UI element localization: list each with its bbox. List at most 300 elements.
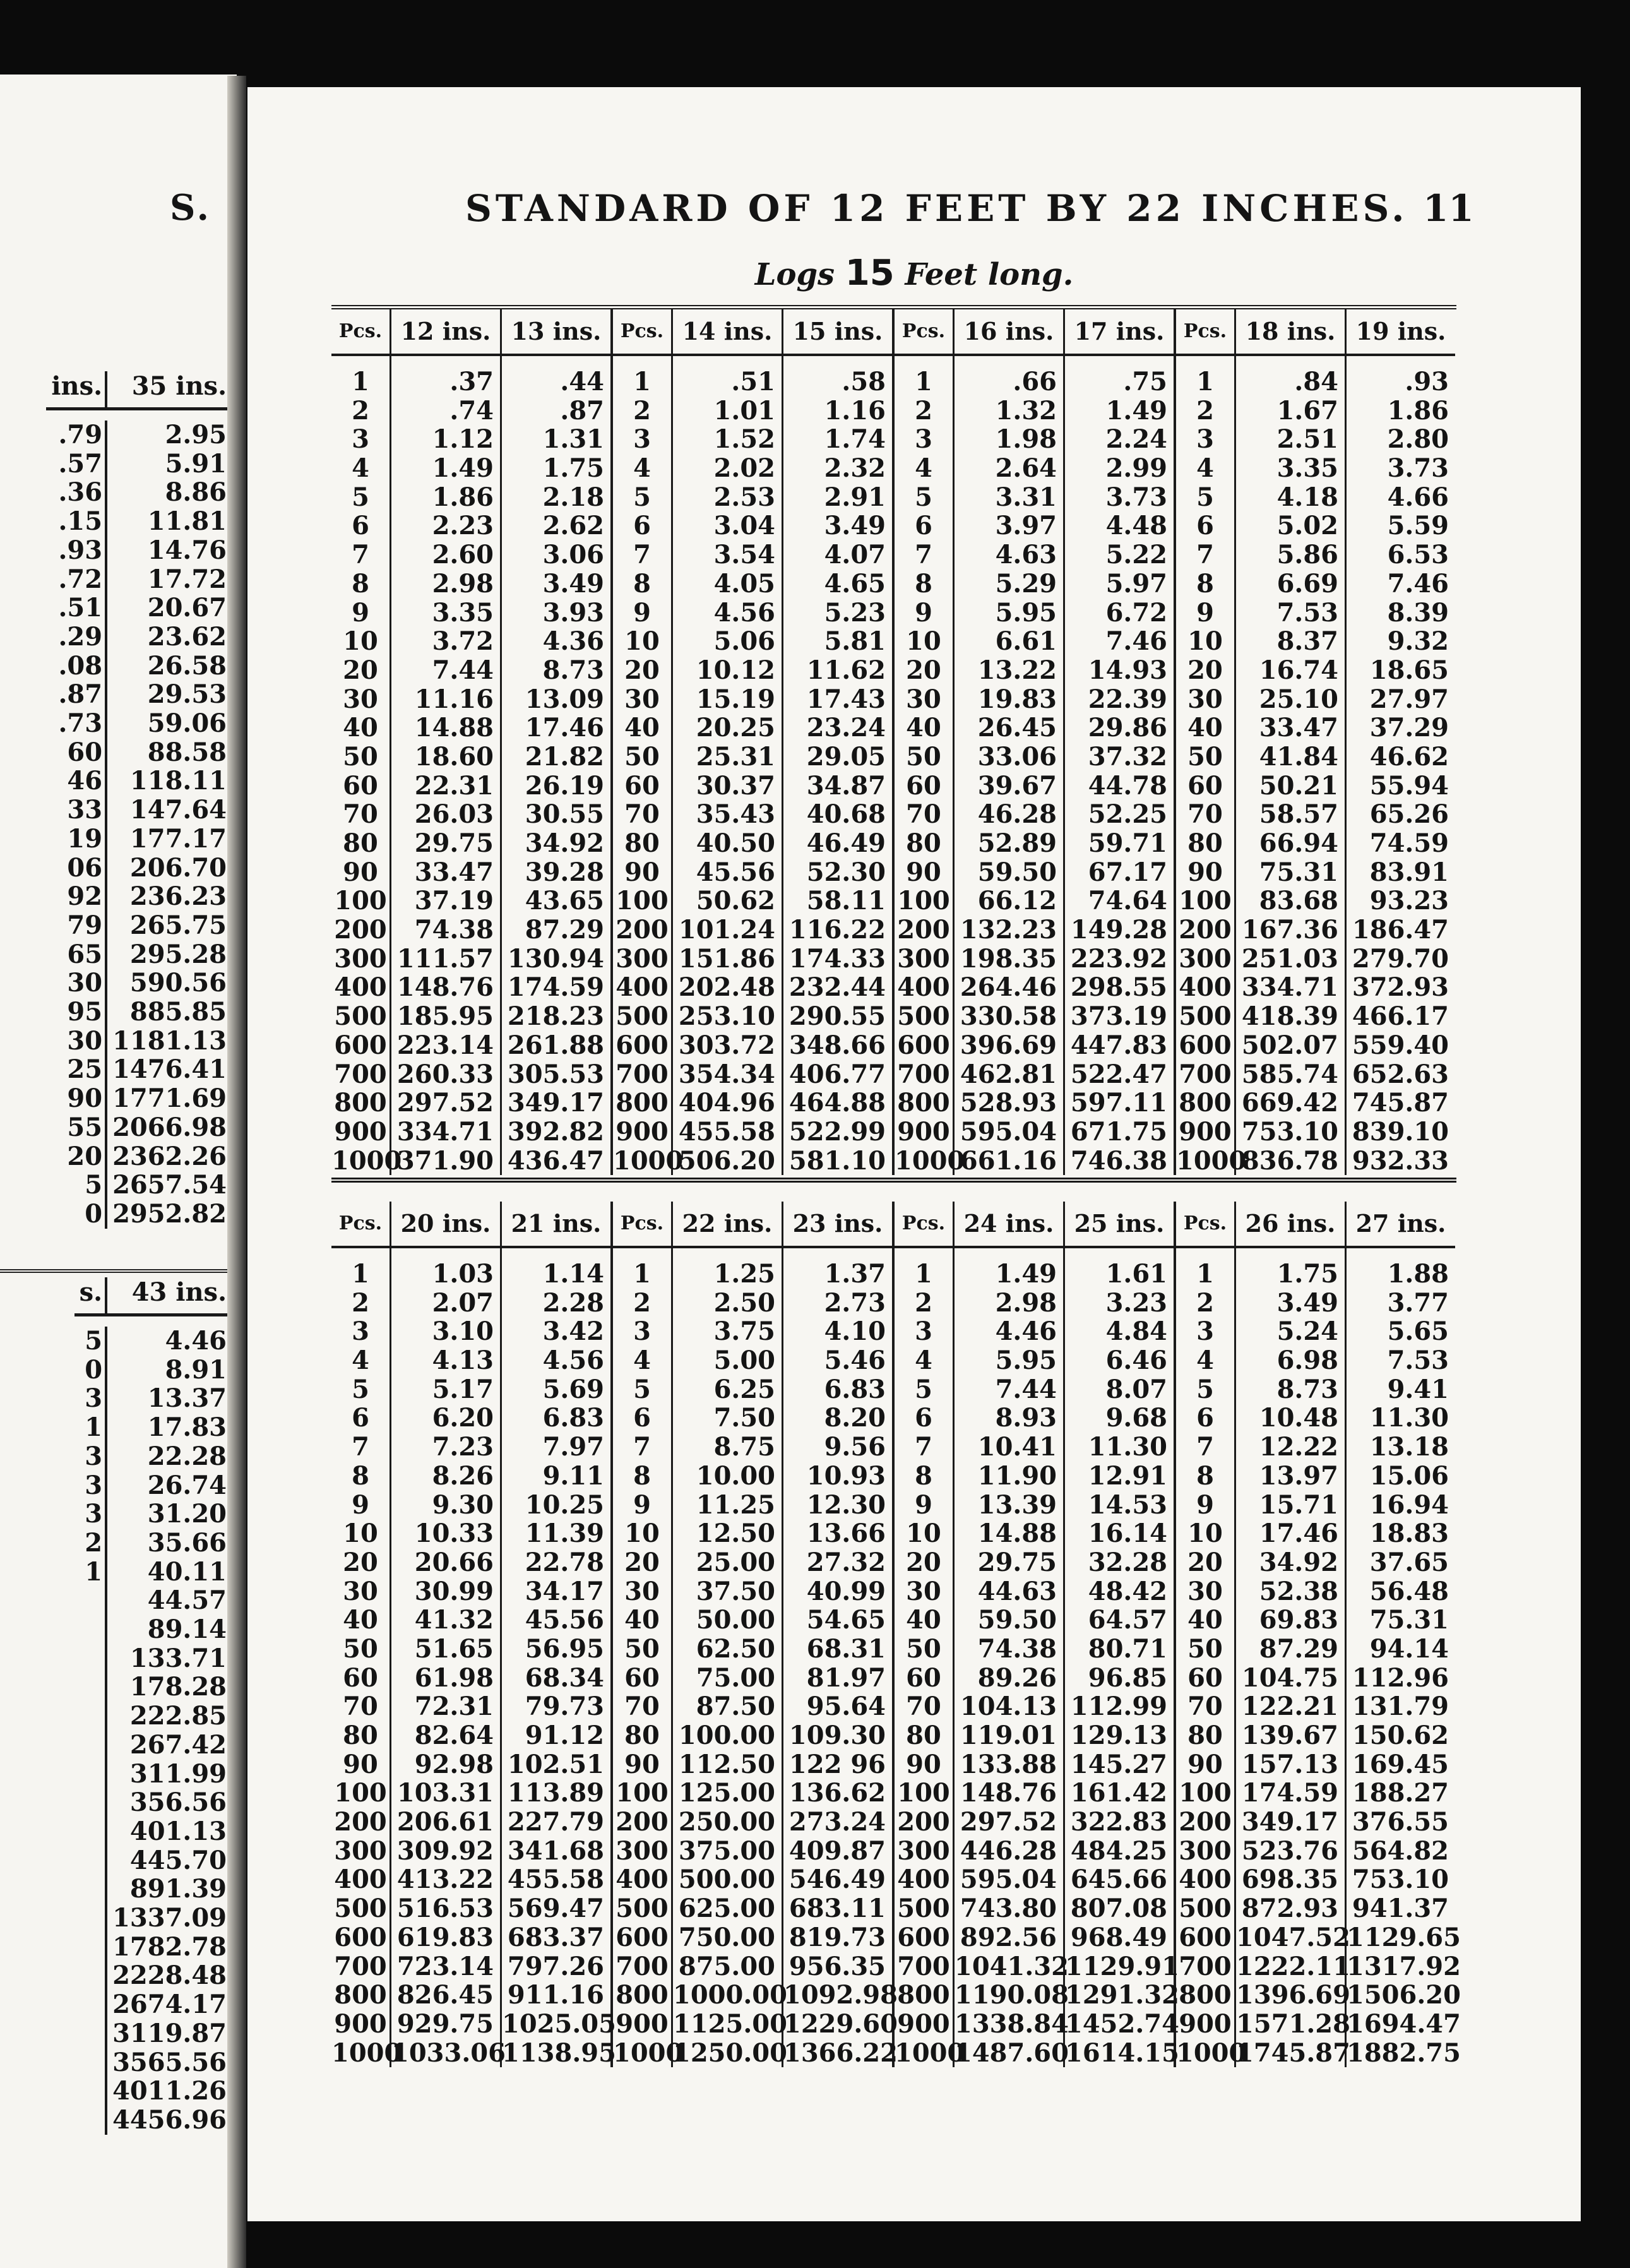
pieces-cell: 8 [633, 568, 651, 599]
value-cell: 157.13 [1241, 1749, 1338, 1779]
value-cell: 83.91 [1369, 857, 1449, 887]
value-cell: 683.37 [507, 1922, 604, 1952]
width-header: 14 ins. [673, 309, 782, 356]
value-cell: 74.59 [1369, 828, 1449, 858]
left-page [0, 75, 237, 2268]
value-cell: 151.86 [678, 943, 775, 974]
pieces-cell: 1 [352, 1259, 369, 1289]
value-cell: 2.98 [995, 1287, 1057, 1318]
value-cell: 1000.00 [673, 1980, 787, 2010]
pieces-cell: 9 [1196, 597, 1214, 628]
value-cell: 12.30 [806, 1489, 886, 1520]
value-cell: 1452.74 [1065, 2008, 1179, 2039]
pieces-cell: 6 [915, 1403, 932, 1433]
width-cells [502, 356, 610, 1175]
pieces-cell: 800 [897, 1980, 950, 2010]
partial-cell [74, 1760, 106, 1789]
table-row [46, 882, 229, 911]
value-cell: 1.14 [542, 1259, 604, 1289]
value-cell: 396.69 [960, 1030, 1057, 1060]
pieces-header: Pcs. [895, 309, 953, 356]
value-cell: 1229.60 [783, 2008, 898, 2039]
pieces-cell: 30 [343, 1576, 378, 1606]
column-group [1176, 309, 1455, 1175]
value-cell: 334.71 [396, 1116, 494, 1147]
table-row [74, 1442, 229, 1471]
pieces-cell: 20 [624, 1547, 660, 1577]
value-cell: 48.42 [1088, 1576, 1167, 1606]
value-cell: 34.87 [806, 770, 886, 801]
subtitle-length: 15 [845, 253, 895, 294]
value-cell: 30.55 [525, 799, 604, 830]
partial-cell [74, 1933, 106, 1962]
pieces-cell: 200 [616, 1807, 669, 1837]
value-cell: 44.57 [147, 1585, 227, 1616]
pieces-cell: 100 [897, 1778, 950, 1808]
pieces-cell: 500 [897, 1001, 950, 1032]
value-cell: 1.25 [713, 1259, 775, 1289]
partial-cell [74, 1731, 106, 1760]
pieces-cell: 10 [906, 626, 941, 657]
pieces-cell: 1000 [331, 1145, 402, 1176]
value-cell: 112.99 [1070, 1692, 1167, 1722]
pieces-cell: 30 [906, 684, 941, 714]
value-cell: 500.00 [678, 1865, 775, 1895]
pieces-cell: 3 [352, 1316, 369, 1347]
pieces-cell: 80 [1187, 828, 1223, 858]
value-cell: 74.64 [1088, 886, 1167, 916]
pieces-cell: 3 [1196, 1316, 1214, 1347]
value-cell: 522.99 [788, 1116, 886, 1147]
value-cell: 436.47 [507, 1145, 604, 1176]
value-cell: 3.77 [1387, 1287, 1449, 1318]
value-cell: 3.31 [995, 482, 1057, 512]
value-cell: 522.47 [1070, 1059, 1167, 1089]
pieces-cells [331, 356, 402, 1176]
table-row [46, 594, 229, 623]
table-row [46, 998, 229, 1027]
partial-cell: 3 [74, 1500, 106, 1529]
value-cell: 26.45 [977, 713, 1057, 743]
value-cell: 150.62 [1352, 1721, 1449, 1750]
value-cell: 2.24 [1105, 424, 1167, 455]
value-cell: 4.56 [542, 1346, 604, 1376]
pieces-cell: 800 [616, 1980, 669, 2010]
value-cell: 4.84 [1105, 1316, 1167, 1347]
value-cell: 1782.78 [112, 1931, 227, 1962]
value-cell: 4.46 [995, 1316, 1057, 1347]
value-cell: 112.96 [1352, 1662, 1449, 1693]
value-cell: 406.77 [788, 1059, 886, 1089]
partial-cell: 92 [46, 882, 106, 911]
value-cell: 290.55 [788, 1001, 886, 1032]
spacer [74, 1315, 106, 1327]
value-cell: 33.06 [977, 741, 1057, 772]
value-cell: 104.13 [960, 1692, 1057, 1722]
value-cell: 5.02 [1276, 511, 1338, 541]
pieces-cell: 40 [906, 1605, 941, 1635]
width-column [391, 1202, 506, 2068]
width-header: 13 ins. [502, 309, 610, 356]
table-row [46, 1084, 229, 1113]
pieces-cell: 400 [334, 1865, 387, 1895]
value-cell: 10.25 [525, 1489, 604, 1520]
value-cell: 5.46 [824, 1346, 886, 1376]
left-page-divider [0, 1269, 237, 1273]
partial-cell: 5 [46, 1171, 106, 1200]
value-cell: 413.22 [396, 1865, 494, 1895]
value-cell: 18.83 [1369, 1519, 1449, 1549]
pieces-cell: 2 [1196, 395, 1214, 426]
value-cell: 68.34 [525, 1662, 604, 1693]
value-cell: 2657.54 [112, 1170, 227, 1200]
value-cell: 30.99 [414, 1576, 494, 1606]
value-cell: .87 [560, 395, 604, 426]
value-cell: 466.17 [1352, 1001, 1449, 1032]
table-row [74, 1875, 229, 1904]
table-row [46, 536, 229, 565]
pieces-cell: 10 [624, 626, 660, 657]
pieces-cell: 900 [897, 2008, 950, 2039]
width-header: 12 ins. [391, 309, 500, 356]
value-cell: 303.72 [678, 1030, 775, 1060]
value-cell: 929.75 [396, 2008, 494, 2039]
value-cell: 25.00 [696, 1547, 775, 1577]
value-cell: 5.95 [995, 1346, 1057, 1376]
pieces-cell: 1 [352, 367, 369, 397]
value-cell: 11.90 [977, 1460, 1057, 1491]
value-cell: 4.07 [824, 540, 886, 570]
partial-cell [74, 1615, 106, 1644]
value-cell: 10.41 [977, 1432, 1057, 1462]
pieces-cell: 600 [616, 1922, 669, 1952]
value-cell: 2.64 [995, 453, 1057, 484]
value-cell: 2.73 [824, 1287, 886, 1318]
pieces-cell: 70 [906, 799, 941, 830]
partial-cell: 33 [46, 796, 106, 825]
value-cell: 528.93 [960, 1088, 1057, 1118]
width-header: 21 ins. [502, 1202, 610, 1248]
pieces-cell: 30 [1187, 684, 1223, 714]
table-row [74, 1529, 229, 1558]
value-cell: 103.31 [396, 1778, 494, 1808]
value-cell: 1181.13 [112, 1025, 227, 1056]
value-cell: 5.95 [995, 597, 1057, 628]
value-cell: 87.50 [696, 1692, 775, 1722]
value-cell: 661.16 [960, 1145, 1057, 1176]
value-cell: 198.35 [960, 943, 1057, 974]
table-row [46, 565, 229, 594]
value-cell: 59.71 [1088, 828, 1167, 858]
value-cell: 64.57 [1088, 1605, 1167, 1635]
value-cell: 8.73 [542, 655, 604, 685]
pieces-cell: 400 [616, 1865, 669, 1895]
table-row [74, 1788, 229, 1817]
table-row [74, 1760, 229, 1789]
partial-cell: .36 [46, 478, 106, 507]
value-cell: 455.58 [678, 1116, 775, 1147]
spacer-row [74, 1315, 229, 1327]
value-cell: 37.32 [1088, 741, 1167, 772]
pieces-column [331, 309, 402, 1176]
value-cell: 502.07 [1241, 1030, 1338, 1060]
pieces-cell: 900 [897, 1116, 950, 1147]
pieces-cell: 300 [897, 943, 950, 974]
value-cell: 3565.56 [112, 2047, 227, 2077]
value-cell: 139.67 [1241, 1721, 1338, 1750]
value-cell: 334.71 [1241, 972, 1338, 1003]
value-cell: 891.39 [129, 1874, 227, 1904]
value-cell: 418.39 [1241, 1001, 1338, 1032]
value-cell: 1614.15 [1065, 2038, 1179, 2068]
value-cell: 26.03 [414, 799, 494, 830]
pieces-header: Pcs. [1176, 1202, 1234, 1248]
value-cell: 753.10 [1352, 1865, 1449, 1895]
value-cell: 39.67 [977, 770, 1057, 801]
pieces-cell: 300 [616, 1835, 669, 1866]
logs-length-subtitle [247, 253, 1581, 294]
value-cell: 267.42 [129, 1729, 227, 1760]
table-row [46, 1113, 229, 1142]
width-column [1347, 309, 1455, 1175]
pieces-cell: 100 [616, 1778, 669, 1808]
partial-cell: .57 [46, 450, 106, 479]
pieces-cells [1176, 356, 1247, 1176]
pieces-cell: 6 [352, 511, 369, 541]
pieces-cell: 20 [1187, 655, 1223, 685]
value-cell: 26.74 [147, 1470, 227, 1500]
table-row [46, 825, 229, 854]
value-cell: 52.25 [1088, 799, 1167, 830]
width-header: 26 ins. [1236, 1202, 1345, 1248]
value-cell: 745.87 [1352, 1088, 1449, 1118]
value-cell: 87.29 [1259, 1633, 1338, 1664]
pieces-cell: 60 [906, 1662, 941, 1693]
page-number: 11 [1423, 187, 1474, 230]
value-cell: 5.00 [713, 1346, 775, 1376]
value-cell: 1138.95 [502, 2038, 616, 2068]
pieces-cell: 6 [633, 511, 651, 541]
pieces-cell: 200 [897, 1807, 950, 1837]
value-cell: 1506.20 [1347, 1980, 1461, 2010]
width-cells [1347, 1248, 1461, 2068]
value-cell: 746.38 [1070, 1145, 1167, 1176]
value-cell: .37 [449, 367, 494, 397]
value-cell: 1.31 [542, 424, 604, 455]
subtitle-unit: Feet long. [905, 257, 1074, 292]
table-row [74, 1500, 229, 1529]
value-cell: 148.76 [960, 1778, 1057, 1808]
pieces-cells [895, 356, 965, 1176]
value-cell: 3.04 [713, 511, 775, 541]
pieces-header: Pcs. [613, 309, 671, 356]
pieces-cell: 50 [906, 1633, 941, 1664]
value-cell: 74.38 [414, 915, 494, 945]
value-cell: 16.74 [1259, 655, 1338, 685]
pieces-cell: 80 [1187, 1721, 1223, 1750]
value-cell: 1.75 [1276, 1259, 1338, 1289]
pieces-cell: 8 [915, 568, 932, 599]
table-row [74, 1558, 229, 1587]
value-cell: 4.63 [995, 540, 1057, 570]
pieces-cell: 20 [624, 655, 660, 685]
value-cell: 2.18 [542, 482, 604, 512]
value-cell: 1476.41 [112, 1054, 227, 1085]
partial-cell [74, 1875, 106, 1904]
lower-board-measure-table [331, 1202, 1461, 2068]
partial-cell [74, 1644, 106, 1673]
value-cell: 330.58 [960, 1001, 1057, 1032]
value-cell: 130.94 [507, 943, 604, 974]
value-cell: 1.75 [542, 453, 604, 484]
value-cell: 1.61 [1105, 1259, 1167, 1289]
value-cell: 74.38 [977, 1633, 1057, 1664]
pieces-cell: 800 [1179, 1088, 1232, 1118]
partial-cell [74, 1990, 106, 2019]
width-cells [955, 1248, 1069, 2068]
value-cell: 264.46 [960, 972, 1057, 1003]
pieces-cell: 50 [624, 1633, 660, 1664]
table-top-rule [331, 305, 1456, 309]
value-cell: 206.70 [129, 852, 227, 883]
pieces-cell: 2 [633, 395, 651, 426]
value-cell: 46.49 [806, 828, 886, 858]
width-header: 16 ins. [955, 309, 1063, 356]
pieces-cell: 300 [897, 1835, 950, 1866]
value-cell: 4.46 [165, 1326, 227, 1356]
table-row [46, 854, 229, 883]
pieces-cell: 50 [906, 741, 941, 772]
pieces-cell: 700 [616, 1951, 669, 1981]
pieces-cell: 700 [334, 1059, 387, 1089]
value-cell: 569.47 [507, 1894, 604, 1924]
value-cell: 59.50 [977, 857, 1057, 887]
pieces-cell: 80 [343, 1721, 378, 1750]
pieces-cell: 600 [1179, 1922, 1232, 1952]
pieces-cell: 80 [906, 828, 941, 858]
value-cell: 5.65 [1387, 1316, 1449, 1347]
value-cell: 113.89 [507, 1778, 604, 1808]
table-row [46, 1200, 229, 1229]
column-group [331, 1202, 616, 2068]
value-cell: 250.00 [678, 1807, 775, 1837]
value-cell: 4.10 [824, 1316, 886, 1347]
pieces-cell: 5 [633, 482, 651, 512]
value-cell: 10.48 [1259, 1403, 1338, 1433]
value-cell: 1366.22 [783, 2038, 898, 2068]
partial-cell [74, 1586, 106, 1615]
value-cell: 75.31 [1369, 1605, 1449, 1635]
pieces-cell: 1000 [331, 2038, 402, 2068]
pieces-cell: 1000 [613, 1145, 684, 1176]
value-cell: 826.45 [396, 1980, 494, 2010]
value-cell: 52.38 [1259, 1576, 1338, 1606]
value-cell: 50.00 [696, 1605, 775, 1635]
width-cells [673, 356, 782, 1175]
pieces-cell: 70 [1187, 799, 1223, 830]
width-cells [1347, 356, 1455, 1175]
pieces-cell: 40 [624, 1605, 660, 1635]
table-row [46, 478, 229, 507]
value-cell: 6.20 [432, 1403, 494, 1433]
value-cell: 2.50 [713, 1287, 775, 1318]
value-cell: 941.37 [1352, 1894, 1449, 1924]
pieces-cell: 10 [1187, 626, 1223, 657]
value-cell: 595.04 [960, 1865, 1057, 1895]
pieces-cell: 60 [624, 1662, 660, 1693]
value-cell: 51.65 [414, 1633, 494, 1664]
pieces-cell: 200 [334, 1807, 387, 1837]
pieces-cell: 90 [906, 1749, 941, 1779]
value-cell: 27.97 [1369, 684, 1449, 714]
value-cell: 5.06 [713, 626, 775, 657]
value-cell: 750.00 [678, 1922, 775, 1952]
pieces-cell: 20 [1187, 1547, 1223, 1577]
value-cell: 218.23 [507, 1001, 604, 1032]
value-cell: 309.92 [396, 1835, 494, 1866]
value-cell: 227.79 [507, 1807, 604, 1837]
pieces-cell: 80 [906, 1721, 941, 1750]
value-cell: 6.46 [1105, 1346, 1167, 1376]
pieces-cell: 100 [1179, 886, 1232, 916]
value-cell: 1125.00 [673, 2008, 787, 2039]
pieces-cell: 1 [915, 367, 932, 397]
partial-cell: 95 [46, 998, 106, 1027]
value-cell: 932.33 [1352, 1145, 1449, 1176]
width-column [1236, 309, 1347, 1175]
value-cell: 6.98 [1276, 1346, 1338, 1376]
value-cell: 506.20 [678, 1145, 775, 1176]
pieces-cell: 40 [1187, 713, 1223, 743]
value-cell: 11.39 [525, 1519, 604, 1549]
width-header: 23 ins. [783, 1202, 892, 1248]
pieces-cell: 3 [1196, 424, 1214, 455]
value-cell: 2952.82 [112, 1198, 227, 1229]
value-cell: 645.66 [1070, 1865, 1167, 1895]
value-cell: 82.64 [414, 1721, 494, 1750]
value-cell: 111.57 [396, 943, 494, 974]
pieces-cell: 50 [343, 741, 378, 772]
pieces-cell: 60 [1187, 1662, 1223, 1693]
value-cell: 95.64 [806, 1692, 886, 1722]
value-cell: 4456.96 [112, 2104, 227, 2135]
width-cells [673, 1248, 787, 2068]
value-cell: 3.54 [713, 540, 775, 570]
partial-cell: 55 [46, 1113, 106, 1142]
table-row [74, 1702, 229, 1731]
partial-cell: 5 [74, 1327, 106, 1356]
pieces-cell: 6 [1196, 1403, 1214, 1433]
pieces-cell: 1000 [1176, 2038, 1247, 2068]
column-group [1176, 1202, 1461, 2068]
partial-cell: .51 [46, 594, 106, 623]
value-cell: 46.62 [1369, 741, 1449, 772]
pieces-cell: 8 [633, 1460, 651, 1491]
pieces-cell: 5 [1196, 1374, 1214, 1404]
value-cell: 14.53 [1088, 1489, 1167, 1520]
pieces-cell: 500 [1179, 1001, 1232, 1032]
value-cell: 52.89 [977, 828, 1057, 858]
partial-cell: .72 [46, 565, 106, 594]
pieces-cell: 200 [1179, 1807, 1232, 1837]
width-column [1065, 1202, 1179, 2068]
table-row [74, 1933, 229, 1962]
table-row [74, 1990, 229, 2019]
partial-cell [74, 1702, 106, 1731]
pieces-header: Pcs. [331, 1202, 390, 1248]
value-cell: 23.24 [806, 713, 886, 743]
partial-cell [74, 2048, 106, 2077]
